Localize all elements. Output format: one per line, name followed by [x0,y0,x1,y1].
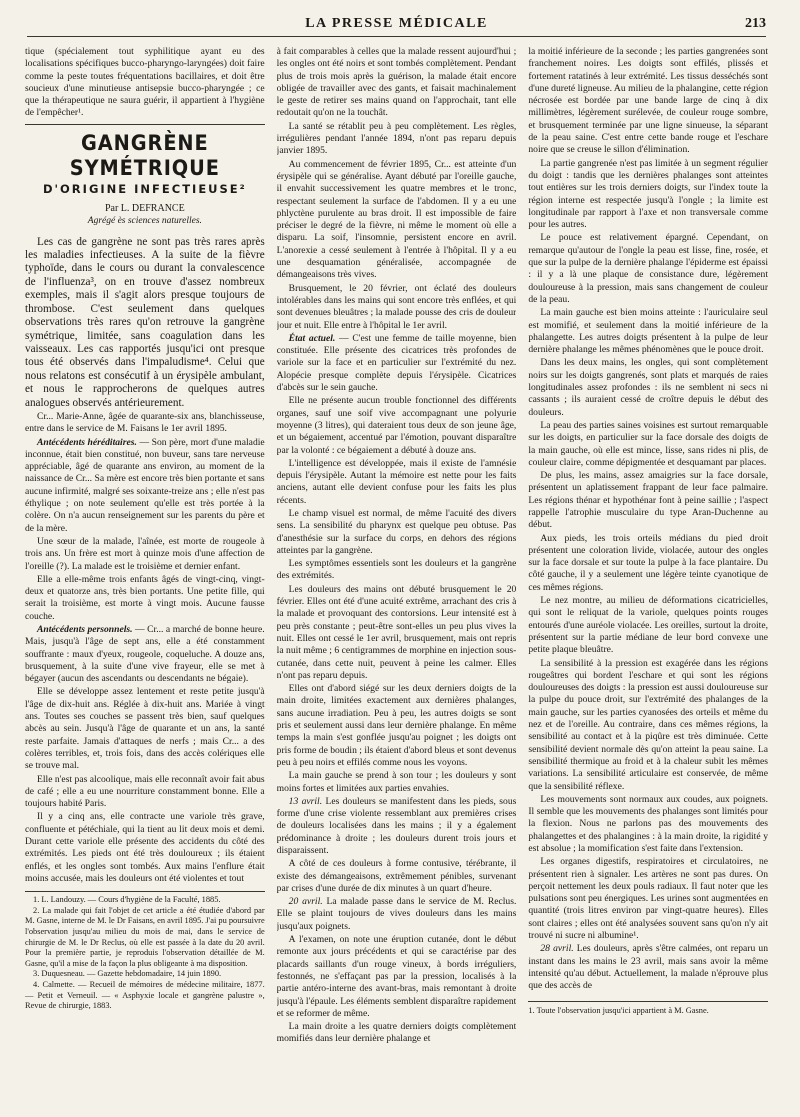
paragraph: La sensibilité à la pression est exagérée dans les régions rougeâtres qui bordent l'eschare et qui sont les régions douloureuses des doigts : la pression est aussi douloureuse sur la pulpe du pouce droit, sur l'extrémité des phalanges de la main gauche, sur les parties cyanosées des orteils et même du nez et de l'oreille. Au contraire, dans ces mêmes régions, la sensibilité au contact et à la piqûre est très diminuée. Cette sensibilité devient normale dès qu'on atteint la peau saine. La sensibilité thermique au froid et à la chaleur subit les mêmes variations. La sensibilité articulaire est conservée, de même que la sensibilité réflexe. [528,657,769,792]
section-heading: Antécédents héréditaires. [37,436,137,448]
variole-paragraph: Il y a cinq ans, elle contracte une variole très grave, confluente et pétéchiale, qui la tient au lit deux mois et demi. Durant cette variole elle présente des accidents du côté des extrémités. Les pieds ont été très douloureux ; ils étaient enflés, et les ongles sont tombés. Aux mains l'enflure était moins accusée, mais les douleurs ont été violentes et tout [25,811,265,884]
paragraph: La partie gangrenée n'est pas limitée à un segment régulier du doigt : tandis que les dernières phalanges sont atteintes tout entières sur les trois derniers doigts, sur l'index toute la région interne est respectée jusqu'à l'ongle ; la limite est longitudinale par rapport à l'axe et non transversale comme pour les autres. [528,157,769,231]
paragraph: Les mouvements sont normaux aux coudes, aux poignets. Il semble que les mouvements des phalanges sont limités pour la flexion. Nous ne parlons pas des mouvements des phalangettes et des phalangines : à la main droite, la rigidité y est absolue ; la momification s'est faite dans l'extension. [528,793,769,854]
development-paragraph: Elle se développe assez lentement et reste petite jusqu'à l'âge de dix-huit ans. Réglée à dix-huit ans. Mariée à vingt ans. Toutes ses couches se passent très bien, sauf quelques abcès au sein. Jusqu'à l'âge de quarante et un ans, la santé reste parfaite. Jamais d'attaques de nerfs ; mais Cr... a des colères terribles, et, trois fois, dans des accès colériques elle se trouve mal. [25,686,265,772]
paragraph: Aux pieds, les trois orteils médians du pied droit présentent une coloration livide, violacée, autour des ongles sur la face dorsale et sur toute la pulpe à la face plantaire. Du côté gauche, il y a seulement une légère teinte cyanotique de ces mêmes régions. [528,532,769,593]
sister-paragraph: Une sœur de la malade, l'aînée, est morte de rougeole à trois ans. Un frère est mort à quinze mois d'une affection de l'oreille (?). La malade est le troisième et dernier enfant. [25,535,265,572]
paragraph-text: La malade passe dans le service de M. Reclus. Elle se plaint toujours de vives douleurs dans les mains jusqu'aux poignets. [276,896,517,932]
intro-paragraph: Les cas de gangrène ne sont pas très rares après les maladies infectieuses. A la suite de la fièvre typhoïde, dans le cours ou durant la convalescence de l'influenza³, on en trouve d'assez nombreux exemples, mais il s'agit alors presque toujours de thrombose. C'est seulement dans quelques observations très rares qu'on retrouve la gangrène symétrique, limitée, sans coagulation dans les vaisseaux. Les cas rapportés jusqu'ici ont presque tous été observés dans l'impaludisme⁴. Celui que nous relatons est consécutif à un érysipèle ambulant, et nous le rapprocherons de quelques autres analogues observés antérieurement. [25,235,265,409]
column-3 [528,46,768,1109]
page-number: 213 [745,16,766,31]
paragraph: De plus, les mains, assez amaigries sur la face dorsale, présentent un aplatissement frappant de leur face palmaire. Les régions thénar et hypothénar font à peine saillie ; l'aspect rappelle l'atrophie musculaire du type Aran-Duchenne au début. [528,470,769,531]
article-subtitle: D'ORIGINE INFECTIEUSE² [42,181,247,196]
paragraph: La peau des parties saines voisines est surtout remarquable sur les doigts, en particulier sur la face dorsale des doigts de la main gauche, où elle est mince, lisse, sans rides ni plis, de couleur claire, comme dépigmentée et desquamant par places. [528,419,769,468]
paragraph: La main gauche est bien moins atteinte : l'auriculaire seul est momifié, et seulement dans la moitié inférieure de la phalangette. Les autres doigts présentent à la pulpe de leur dernière phalange les mêmes phénomènes que le pouce droit. [528,307,769,356]
column-1 [25,46,265,1109]
dated-paragraph [277,796,517,857]
paragraph: Au commencement de février 1895, Cr... est atteinte d'un érysipèle qui se généralise. Ayant débuté par l'oreille gauche, il envahit successivement les quatre membres et le tronc, respectant seulement la surface de l'abdomen. Il y a eu une phlyctène purulente au bras droit. Il est impossible de faire préciser le degré de la fièvre, ni même le moment où elle a disparu. La soif, l'insomnie, persistent encore en avril. L'anorexie a cessé seulement à l'entrée à l'hôpital. Il y a eu une desquamation généralisée, accompagnée de démangeaisons très vives. [276,158,517,281]
paragraph: Le pouce est relativement épargné. Cependant, on remarque qu'autour de l'ongle la peau est lisse, fine, rosée, et que sur la pulpe de la dernière phalange l'épiderme est épaissi : il y a là une plaque de consistance dure, légèrement douloureuse à la pression, mais sans changement de couleur de la peau. [528,232,769,305]
footnote: 4. Calmette. — Recueil de mémoires de médecine militaire, 1877. — Petit et Verneuil. — « Asphyxie locale et gangrène palustre », Revue de chirurgie, 1883. [25,979,265,1011]
children-paragraph: Elle a elle-même trois enfants âgés de vingt-cinq, vingt-deux et quatorze ans, très bien portants. Une petite fille, qui serait la troisième, est morte à vingt mois. Aucune fausse couche. [25,573,265,622]
date-heading: 20 avril. [288,896,323,908]
paragraph-text: Les douleurs se manifestent dans les pieds, sous forme d'une crise violente ressemblant aux premières crises de douleurs localisées dans les mains ; il y a également prédominance à droite ; les douleurs durent trois jours et disparaissent. [276,795,517,856]
paragraph: L'intelligence est développée, mais il existe de l'amnésie depuis l'érysipèle. Autant la mémoire est nette pour les faits anciens, autant elle devient confuse pour les faits les plus récents. [276,457,517,506]
article-author: Par L. DEFRANCE [104,203,185,215]
section-heading: Antécédents personnels. [37,624,133,635]
paragraph: Elle ne présente aucun trouble fonctionnel des différents organes, sauf une soif vive accompagnant une polyurie moyenne (3 litres), qui dateraient tous deux de son jeune âge, et un bégaiement, accentué par l'émotion, pouvant disparaître par la volonté : ce bégaiement a débuté à douze ans. [276,395,517,456]
author-title: Agrégé ès sciences naturelles. [87,216,202,227]
paragraph: la moitié inférieure de la seconde ; les parties gangrenées sont franchement noires. Les doigts sont effilés, plissés et fortement ratatinés à leur extrémité. Les tissus desséchés sont d'une dureté ligneuse. Au milieu de la phalangine, cette région nécrosée est bordée par une bande large de cinq à dix millimètres, légèrement surélevée, de couleur rouge sombre, et brusquement terminée par une ligne sinueuse, la séparant de la peau saine. C'est entre cette bande rouge et l'eschare noire que se creuse le sillon d'élimination. [528,46,769,156]
footnote: 1. Toute l'observation jusqu'ici appartient à M. Gasne. [528,1001,768,1017]
paragraph: Le champ visuel est normal, de même l'acuité des divers sens. La sensibilité du pharynx est quelque peu obtuse. Pas d'anesthésie sur la surface du corps, en dehors des régions atteintes par la gangrène. [276,507,517,556]
paragraph: La santé se rétablit peu à peu complètement. Les règles, irrégulières pendant l'année 1894, n'ont pas reparu depuis janvier 1895. [276,120,517,157]
dated-paragraph [528,943,768,992]
paragraph: Le nez montre, au milieu de déformations cicatricielles, qui sont le reliquat de la variole, quelques points rouges entourés d'une auréole violacée. Les oreilles, surtout la droite, présentent sur la partie médiane de leur bord convexe une petite plaque bleuâtre. [528,595,769,656]
column-2 [277,46,517,1109]
paragraph: Elles ont d'abord siégé sur les deux derniers doigts de la main droite, limitées exactement aux dernières phalanges, sans aucune irradiation. Peu à peu, les autres doigts se sont pris et seulement aussi dans leur dernière phalange. En même temps la main s'est gonflée jusqu'au poignet ; les doigts ont pris forme de boudin ; ils étaient d'abord bleus et sont devenus peu à peu noirs et effilés comme nous les voyons. [276,683,517,768]
paragraph: A côté de ces douleurs à forme contusive, térébrante, il existe des démangeaisons, extrêmement pénibles, survenant par crises d'une durée de dix minutes à un quart d'heure. [276,858,517,894]
footnote: 1. L. Landouzy. — Cours d'hygiène de la Faculté, 1885. [33,895,221,905]
paragraph: Les douleurs des mains ont débuté brusquement le 20 février. Elles ont été d'une acuité extrême, arrachant des cris à la malade et provoquant des contorsions. Leur intensité est à peu près constante ; peut-être sont-elles un peu plus vives la nuit. Elles ont cessé le 1er avril, brusquement, mais ont repris la nuit même ; 6 centigrammes de morphine en injection sous-cutanée, dans cette nuit, peuvent à peine les calmer. Elles n'ont pas reparu depuis. [276,583,517,681]
article-title: GANGRÈNE SYMÉTRIQUE [69,130,220,180]
paragraph-text: — C'est une femme de taille moyenne, bien constituée. Elle présente des cicatrices très profondes de variole sur la face et en particulier sur l'extrémité du nez. Alopécie presque complète depuis l'érysipèle. Cicatrices d'abcès sur le sein gauche. [276,332,517,394]
personal-paragraph [25,624,265,685]
text-columns [25,46,768,1109]
date-heading: 13 avril. [288,795,323,807]
paragraph: La main droite a les quatre derniers doigts complètement momifiés dans leur dernière phalange et [276,1021,517,1045]
paragraph: Brusquement, le 20 février, ont éclaté des douleurs intolérables dans les mains qui sont encore très enflées, et qui sont devenues bleuâtres ; la malade pousse des cris de douleur jour et nuit. Elle entre à l'hôpital le 1er avril. [276,282,517,331]
section-heading: État actuel. [288,332,336,344]
running-header [27,10,766,37]
hereditary-paragraph [25,437,265,535]
paragraph-text: — Cr... a marché de bonne heure. Mais, jusqu'à l'âge de sept ans, elle a été constamment souffrante : maux d'yeux, rougeole, coqueluche. A douze ans, brusquement, à la suite d'une vive frayeur, elle se met à bégayer (aucun des ascendants ou descendants ne bégaie). [25,624,265,685]
dated-paragraph [277,896,517,933]
paragraph: Les symptômes essentiels sont les douleurs et la gangrène des extrémités. [276,558,517,582]
alcohol-paragraph: Elle n'est pas alcoolique, mais elle reconnaît avoir fait abus de café ; elle a eu une nourriture constamment bonne. Elle a toujours habité Paris. [25,773,265,810]
current-state-paragraph [277,333,517,394]
footnotes [25,891,265,1012]
footnote: 3. Duquesneau. — Gazette hebdomadaire, 14 juin 1890. [33,969,222,979]
paragraph-text: — Son père, mort d'une maladie inconnue, était bien constitué, non buveur, sans tare nerveuse appréciable, âgé de quarante ans environ, au moment de la naissance de Cr... Sa mère est encore très bien portante et sans aucune infirmité, malgré ses soixante-treize ans ; elle n'est pas éthylique ; on note seulement qu'elle est très portée à la colère. On n'a aucun renseignement sur les parents du père et de la mère. [25,436,265,534]
article-header [25,124,265,228]
paragraph-text: Les douleurs, après s'être calmées, ont reparu un instant dans les mains le 23 avril, mais sans avoir la même intensité qu'au début. Actuellement, la malade n'éprouve plus que des accès de [528,943,769,992]
journal-title: LA PRESSE MÉDICALE [305,16,488,31]
paragraph: à fait comparables à celles que la malade ressent aujourd'hui ; les ongles ont été noirs et sont tombés complètement. Pendant plus de trois mois après la guérison, la malade était encore obligée de travailler avec des gants, et faisait machinalement le geste de retirer ses mains quand on l'approchait, tant elle redoutait qu'on ne la touchât. [276,46,517,119]
paragraph: Dans les deux mains, les ongles, qui sont complètement noirs sur les doigts gangrenés, sont plats et marqués de raies longitudinales assez profondes : ils ne semblent ni secs ni cassants ; ils auraient cessé de croître depuis le début des douleurs. [528,357,769,418]
paragraph: Les organes digestifs, respiratoires et circulatoires, ne présentent rien à signaler. Les artères ne sont pas dures. On perçoit nettement les deux pouls radiaux. Il faut noter que les pulsations sont peu énergiques. Les urines sont augmentées en quantité (trois litres environ par vingt-quatre heures). Elles sont claires ; elles ont été analysées souvent sans qu'on n'y ait trouvé ni sucre ni albumine¹. [528,856,769,942]
carryover-paragraph: tique (spécialement tout syphilitique ayant eu des localisations spécifiques bucco-pharyngo-laryngées) doit faire comme la peste toutes fréquentations bacillaires, et doit être soucieux d'une minutieuse antisepsie bucco-pharyngée ; ce que la thérapeutique ne saura guérir, il appartient à l'hygiène de l'empêcher¹. [25,46,265,119]
date-heading: 28 avril. [540,943,574,955]
paragraph: A l'examen, on note une éruption cutanée, dont le début remonte aux jours précédents et qui se caractérise par des placards saillants d'un rouge vineux, à bords irréguliers, festonnés, ne s'effaçant pas par la pression, localisés à la partie antéro-interne des avant-bras, mais remontant à droite jusqu'à l'épaule. Les éléments semblent disparaître rapidement et se reformer de même. [276,934,517,1019]
case-paragraph: Cr... Marie-Anne, âgée de quarante-six ans, blanchisseuse, entre dans le service de M. Faisans le 1er avril 1895. [25,410,265,435]
footnote: 2. La malade qui fait l'objet de cet article a été étudiée d'abord par M. Gasne, interne de M. le Dr Faisans, en avril 1895. J'ai pu poursuivre l'observation jusqu'au milieu du mois de mai, dans le service de chirurgie de M. le Dr Reclus, où elle est passée à la date du 20 avril. Pour la première partie, je reproduis l'observation détaillée de M. Gasne, qu'il a mise de la façon la plus obligeante à ma disposition. [25,905,265,968]
paragraph: La main gauche se prend à son tour ; les douleurs y sont moins fortes et limitées aux parties envahies. [276,770,517,794]
